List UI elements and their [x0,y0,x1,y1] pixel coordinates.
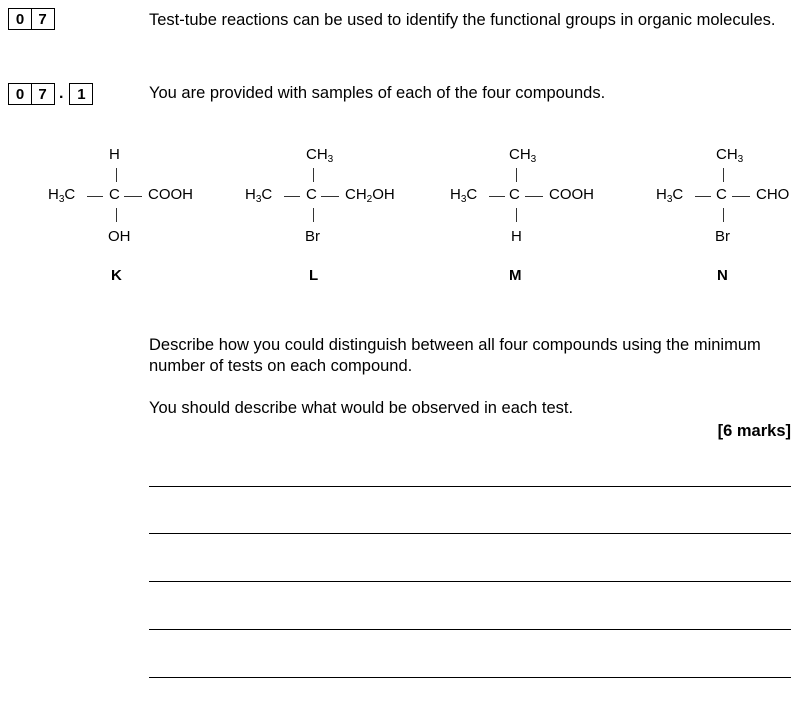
part-digit: 7 [31,83,55,105]
compound-center-atom: C [509,186,520,203]
question-intro: Test-tube reactions can be used to identify the functional groups in organic molecules. [149,11,776,29]
compound-center-atom: C [716,186,727,203]
compound-top-group: H [109,146,120,163]
question-digit: 0 [8,8,32,30]
compound-bottom-group: H [511,228,522,245]
compound-bottom-group: Br [305,228,320,245]
compound-right-group: COOH [549,186,594,203]
question-digit: 7 [31,8,55,30]
task-description: Describe how you could distinguish between all four compounds using the minimum number of tests on each compound. [149,336,761,375]
part-number [8,83,92,105]
question-number [8,8,53,30]
compound-bottom-group: OH [108,228,131,245]
compound-bottom-group: Br [715,228,730,245]
compound-left-group: $H_3C$ [450,186,478,205]
compound-left-group: $H_3C$ [656,186,684,205]
compound-top-group: $CH_3$ [306,146,334,165]
compound-right-group: CHO [756,186,790,203]
compound-label: L [309,267,319,284]
part-separator: . [59,85,64,102]
compound-center-atom: C [306,186,317,203]
compound-left-group: $H_3C$ [245,186,273,205]
part-sub-digit: 1 [69,83,93,105]
compound-left-group: $H_3C$ [48,186,76,205]
part-prompt: You are provided with samples of each of the four compounds. [149,84,606,102]
compound-top-group: $CH_3$ [509,146,537,165]
answer-line[interactable] [149,533,791,534]
marks-label: [6 marks] [717,422,791,440]
compound-right-group: COOH [148,186,193,203]
answer-line[interactable] [149,677,791,678]
answer-line[interactable] [149,581,791,582]
compound-top-group: $CH_3$ [716,146,744,165]
compound-label: K [111,267,122,284]
compound-right-group: $CH_2OH$ [345,186,395,205]
part-digit: 0 [8,83,32,105]
compound-label: N [717,267,728,284]
task-instruction: You should describe what would be observed in each test. [149,399,574,417]
answer-line[interactable] [149,629,791,630]
answer-line[interactable] [149,486,791,487]
compound-label: M [509,267,522,284]
compound-center-atom: C [109,186,120,203]
